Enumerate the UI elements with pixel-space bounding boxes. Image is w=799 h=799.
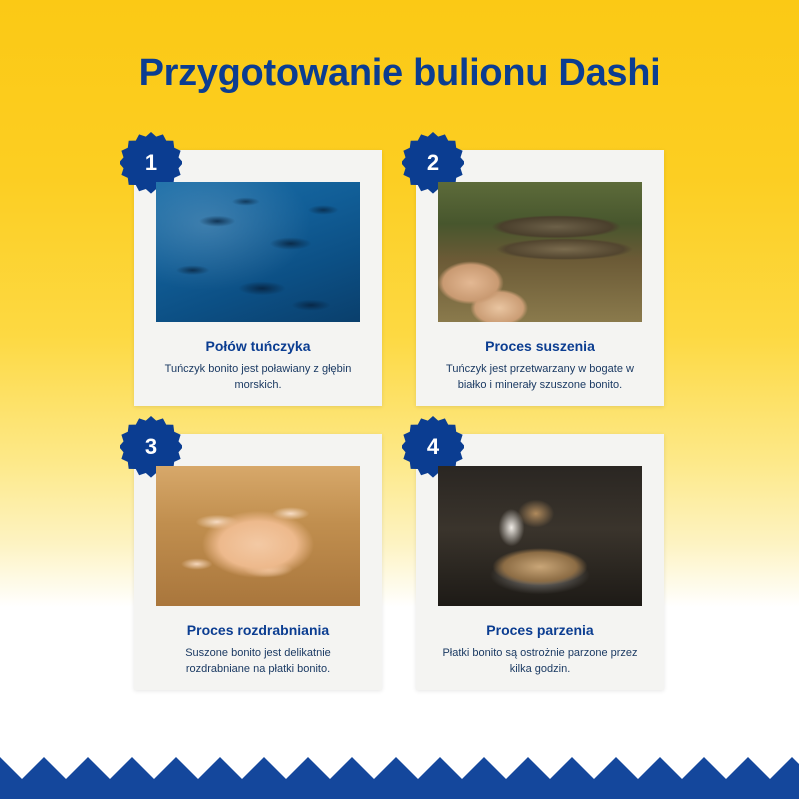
step-card-4[interactable] bbox=[416, 434, 664, 690]
step-text-1: Tuńczyk bonito jest poławiany z głębin morskich. bbox=[164, 363, 352, 391]
steps-row-top bbox=[134, 150, 664, 406]
step-card-1[interactable] bbox=[134, 150, 382, 406]
step-text-2: Tuńczyk jest przetwarzany w bogate w białko i minerały szuszone bonito. bbox=[446, 363, 634, 391]
step-card-3[interactable] bbox=[134, 434, 382, 690]
step-text-3: Suszone bonito jest delikatnie rozdrabniane na płatki bonito. bbox=[185, 646, 331, 675]
steps-grid bbox=[134, 150, 664, 690]
step-text-4: Płatki bonito są ostrożnie parzone przez kilka godzin. bbox=[442, 646, 638, 675]
step-number-1: 1 bbox=[144, 150, 158, 175]
step-title-1: Połów tuńczyka bbox=[205, 338, 311, 354]
dried-bonito-in-hands-photo bbox=[438, 182, 642, 322]
step-title-3: Proces rozdrabniania bbox=[186, 621, 330, 638]
brewing-dashi-pot-photo bbox=[438, 466, 642, 606]
zigzag-band bbox=[0, 737, 799, 799]
step-image-1 bbox=[156, 182, 360, 322]
steps-row-bottom bbox=[134, 434, 664, 690]
step-number-4: 4 bbox=[426, 433, 440, 459]
step-title-2: Proces suszenia bbox=[485, 338, 595, 354]
step-image-2 bbox=[438, 182, 642, 322]
step-image-4 bbox=[438, 466, 642, 606]
page-title: Przygotowanie bulionu Dashi bbox=[138, 52, 661, 94]
step-card-2[interactable] bbox=[416, 150, 664, 406]
bonito-flakes-in-basket-photo bbox=[156, 466, 360, 606]
step-image-3 bbox=[156, 466, 360, 606]
step-title-4: Proces parzenia bbox=[486, 621, 594, 638]
tuna-school-underwater-photo bbox=[156, 182, 360, 322]
step-number-3: 3 bbox=[144, 433, 158, 459]
step-number-2: 2 bbox=[426, 150, 440, 175]
